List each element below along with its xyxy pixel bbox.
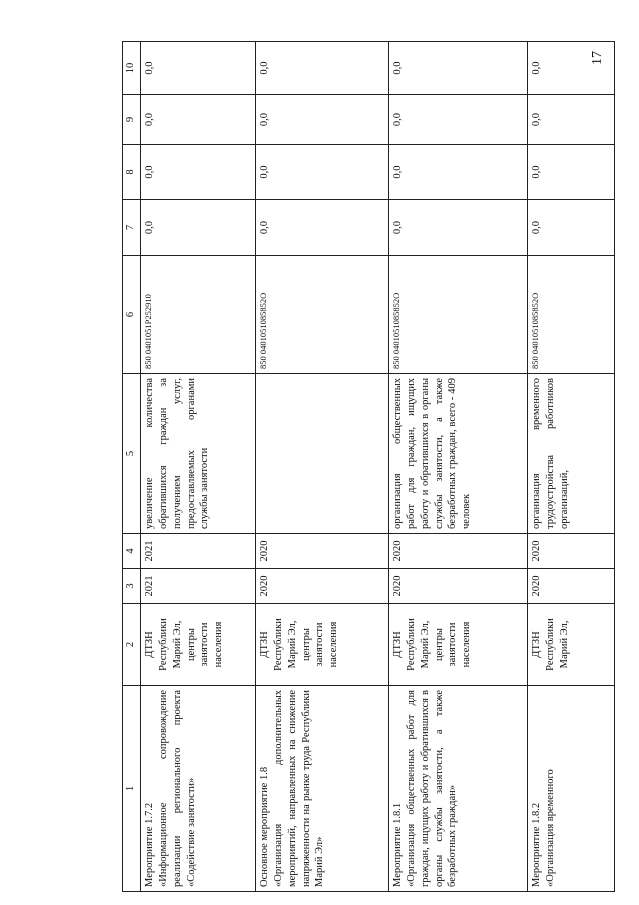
activity-cell: Мероприятие 1.8.1 «Организация общественных работ для граждан, ищущих работу и обратившихся в органы службы занятости, а также безработных граждан» (389, 686, 528, 892)
value-cell: 0,0 (256, 200, 389, 256)
table-row (256, 42, 389, 892)
result-cell: организация временного трудоустройства работников организаций, (528, 374, 615, 534)
value-cell: 0,0 (389, 95, 528, 145)
column-header: 10 (123, 42, 141, 95)
rotated-table-wrapper (122, 42, 622, 892)
column-header: 5 (123, 374, 141, 534)
value-cell: 0,0 (256, 145, 389, 200)
column-header: 8 (123, 145, 141, 200)
table-header-row (123, 42, 141, 892)
value-cell: 0,0 (256, 95, 389, 145)
program-activities-table (122, 41, 615, 892)
column-header: 4 (123, 534, 141, 569)
column-header: 2 (123, 604, 141, 686)
executor-cell: ДТЗН Республики Марий Эл, центры занятости населения (141, 604, 256, 686)
column-header: 1 (123, 686, 141, 892)
end-year-cell: 2021 (141, 534, 256, 569)
value-cell: 0,0 (256, 42, 389, 95)
activity-cell: Основное мероприятие 1.8 «Организация дополнительных мероприятий, направленных на снижение напряженности на рынке труда Республики Марий Эл» (256, 686, 389, 892)
column-header: 3 (123, 569, 141, 604)
end-year-cell: 2020 (389, 534, 528, 569)
value-cell: 0,0 (141, 200, 256, 256)
value-cell: 0,0 (389, 145, 528, 200)
budget-code-cell: 850 0401051P252910 (141, 256, 256, 374)
table-row (528, 42, 615, 892)
value-cell: 0,0 (389, 200, 528, 256)
executor-cell: ДТЗН Республики Марий Эл, центры занятости населения (389, 604, 528, 686)
column-header: 9 (123, 95, 141, 145)
end-year-cell: 2020 (528, 534, 615, 569)
column-header: 6 (123, 256, 141, 374)
end-year-cell: 2020 (256, 534, 389, 569)
value-cell: 0,0 (141, 95, 256, 145)
start-year-cell: 2020 (528, 569, 615, 604)
executor-cell: ДТЗН Республики Марий Эл, центры занятости населения (256, 604, 389, 686)
column-header: 7 (123, 200, 141, 256)
start-year-cell: 2021 (141, 569, 256, 604)
table-row (141, 42, 256, 892)
value-cell: 0,0 (528, 200, 615, 256)
value-cell: 0,0 (389, 42, 528, 95)
start-year-cell: 2020 (256, 569, 389, 604)
value-cell: 0,0 (141, 145, 256, 200)
value-cell: 0,0 (141, 42, 256, 95)
budget-code-cell: 850 0401051085852О (528, 256, 615, 374)
executor-cell: ДТЗН Республики Марий Эл, (528, 604, 615, 686)
budget-code-cell: 850 0401051085852О (256, 256, 389, 374)
value-cell: 0,0 (528, 95, 615, 145)
activity-cell: Мероприятие 1.7.2 «Информационное сопровождение реализации регионального проекта «Содействие занятости» (141, 686, 256, 892)
result-cell (256, 374, 389, 534)
value-cell: 0,0 (528, 42, 615, 95)
result-cell: организация общественных работ для граждан, ищущих работу и обратившихся в органы службы занятости, а также безработных граждан, всего - 409 человек (389, 374, 528, 534)
table-row (389, 42, 528, 892)
start-year-cell: 2020 (389, 569, 528, 604)
result-cell: увеличение количества обратившихся граждан за получением услуг, предоставляемых органами службы занятости (141, 374, 256, 534)
activity-cell: Мероприятие 1.8.2 «Организация временного (528, 686, 615, 892)
page-number: 17 (590, 51, 605, 65)
budget-code-cell: 850 0401051085852О (389, 256, 528, 374)
value-cell: 0,0 (528, 145, 615, 200)
